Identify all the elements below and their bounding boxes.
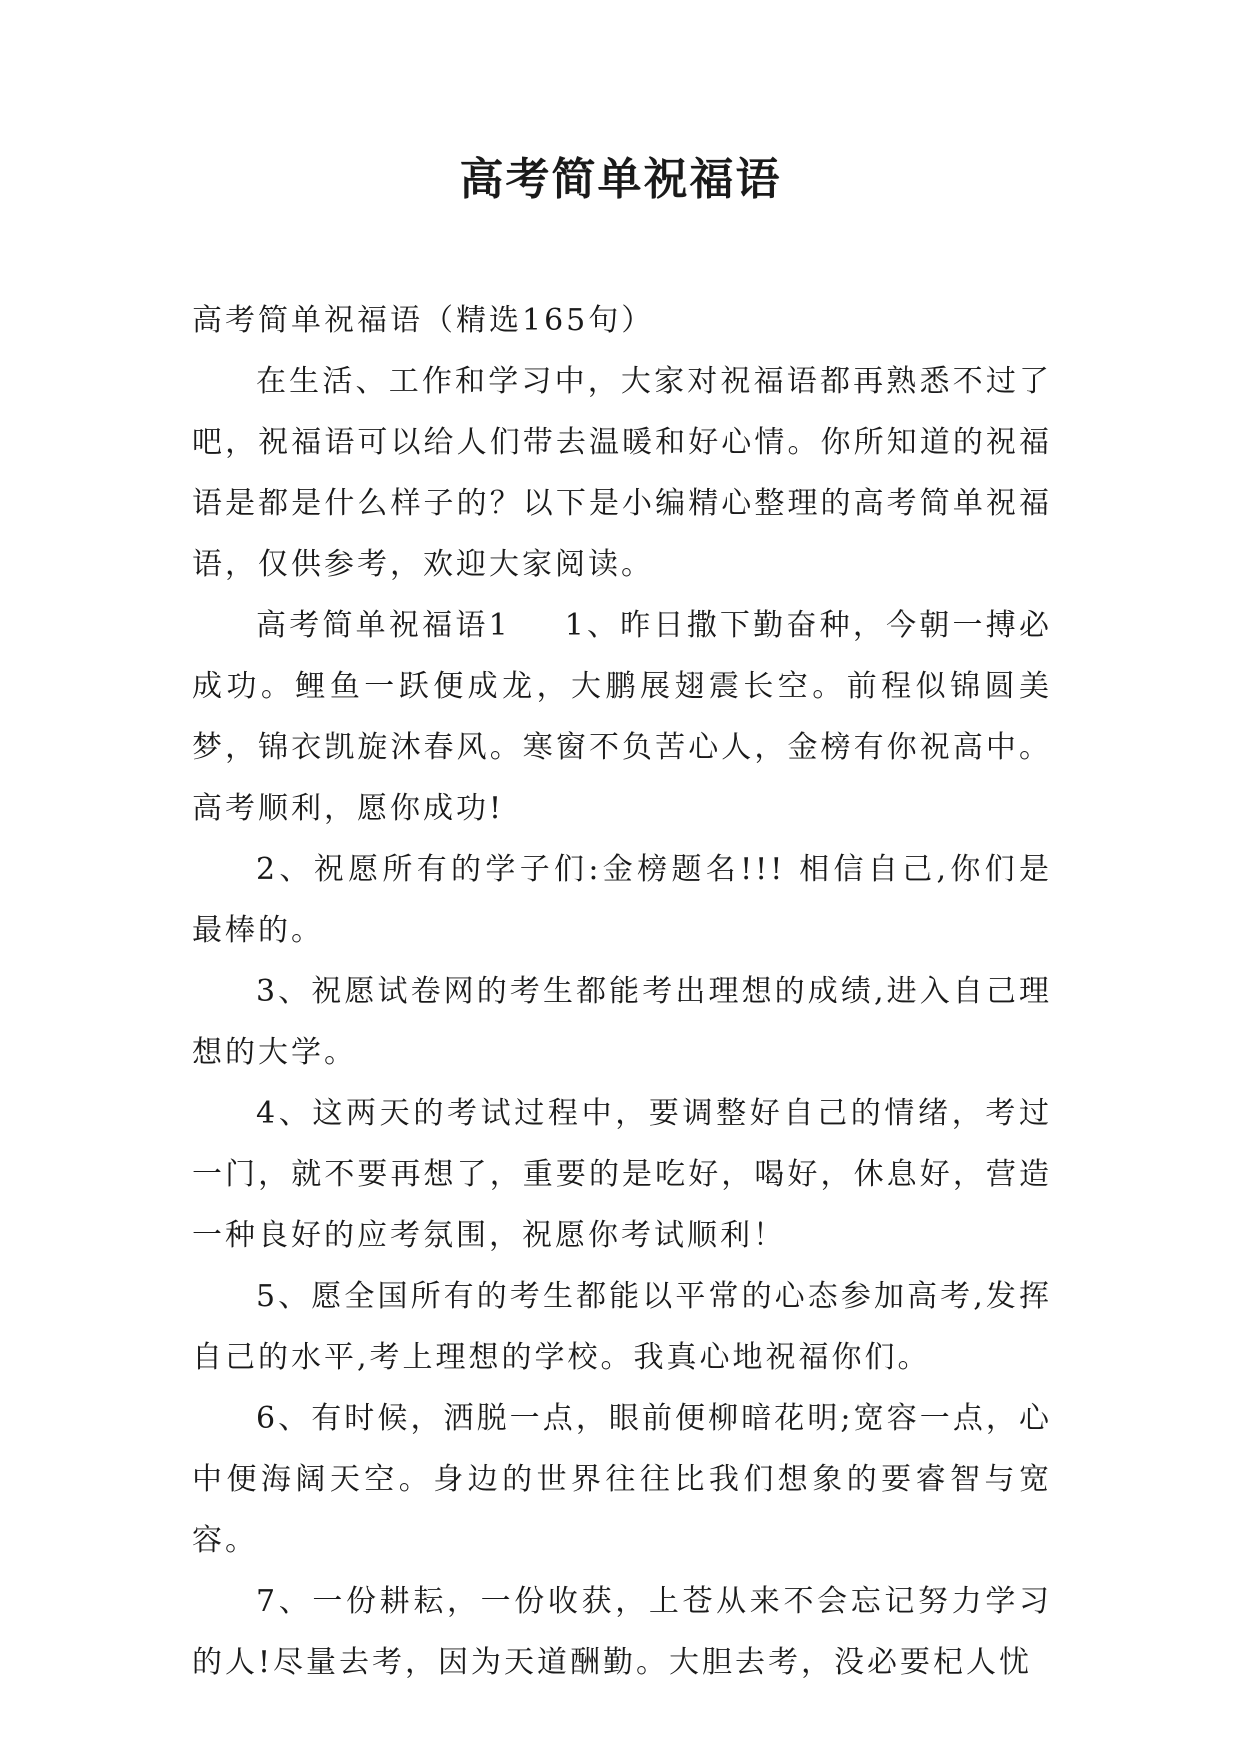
document-subtitle: 高考简单祝福语（精选165句） (192, 303, 655, 338)
blessing-item: 1、昨日撒下勤奋种，今朝一搏必成功。鲤鱼一跃便成龙，大鹏展翅震长空。前程似锦圆美梦，锦衣凯旋沐春风。寒窗不负苦心人，金榜有你祝高中。高考顺利，愿你成功! (192, 608, 1052, 826)
section-heading: 高考简单祝福语1 (256, 608, 511, 643)
blessing-item: 5、愿全国所有的考生都能以平常的心态参加高考,发挥自己的水平,考上理想的学校。我真心地祝福你们。 (192, 1279, 1052, 1375)
blessing-item: 7、一份耕耘，一份收获，上苍从来不会忘记努力学习的人!尽量去考，因为天道酬勤。大胆去考，没必要杞人忧 (192, 1584, 1052, 1680)
intro-paragraph: 在生活、工作和学习中，大家对祝福语都再熟悉不过了吧，祝福语可以给人们带去温暖和好心情。你所知道的祝福语是都是什么样子的？以下是小编精心整理的高考简单祝福语，仅供参考，欢迎大家阅读。 (192, 364, 1052, 582)
section-first-paragraph (192, 595, 1052, 839)
document-title: 高考简单祝福语 (459, 154, 782, 205)
blessing-item: 6、有时候，洒脱一点，眼前便柳暗花明;宽容一点，心中便海阔天空。身边的世界往往比我们想象的要睿智与宽容。 (192, 1401, 1052, 1558)
blessing-item: 4、这两天的考试过程中，要调整好自己的情绪，考过一门，就不要再想了，重要的是吃好，喝好，休息好，营造一种良好的应考氛围，祝愿你考试顺利！ (192, 1096, 1052, 1253)
document-body (192, 290, 1052, 1693)
blessing-item: 2、祝愿所有的学子们:金榜题名!!! 相信自己,你们是最棒的。 (192, 852, 1052, 948)
blessing-item: 3、祝愿试卷网的考生都能考出理想的成绩,进入自己理想的大学。 (192, 974, 1052, 1070)
